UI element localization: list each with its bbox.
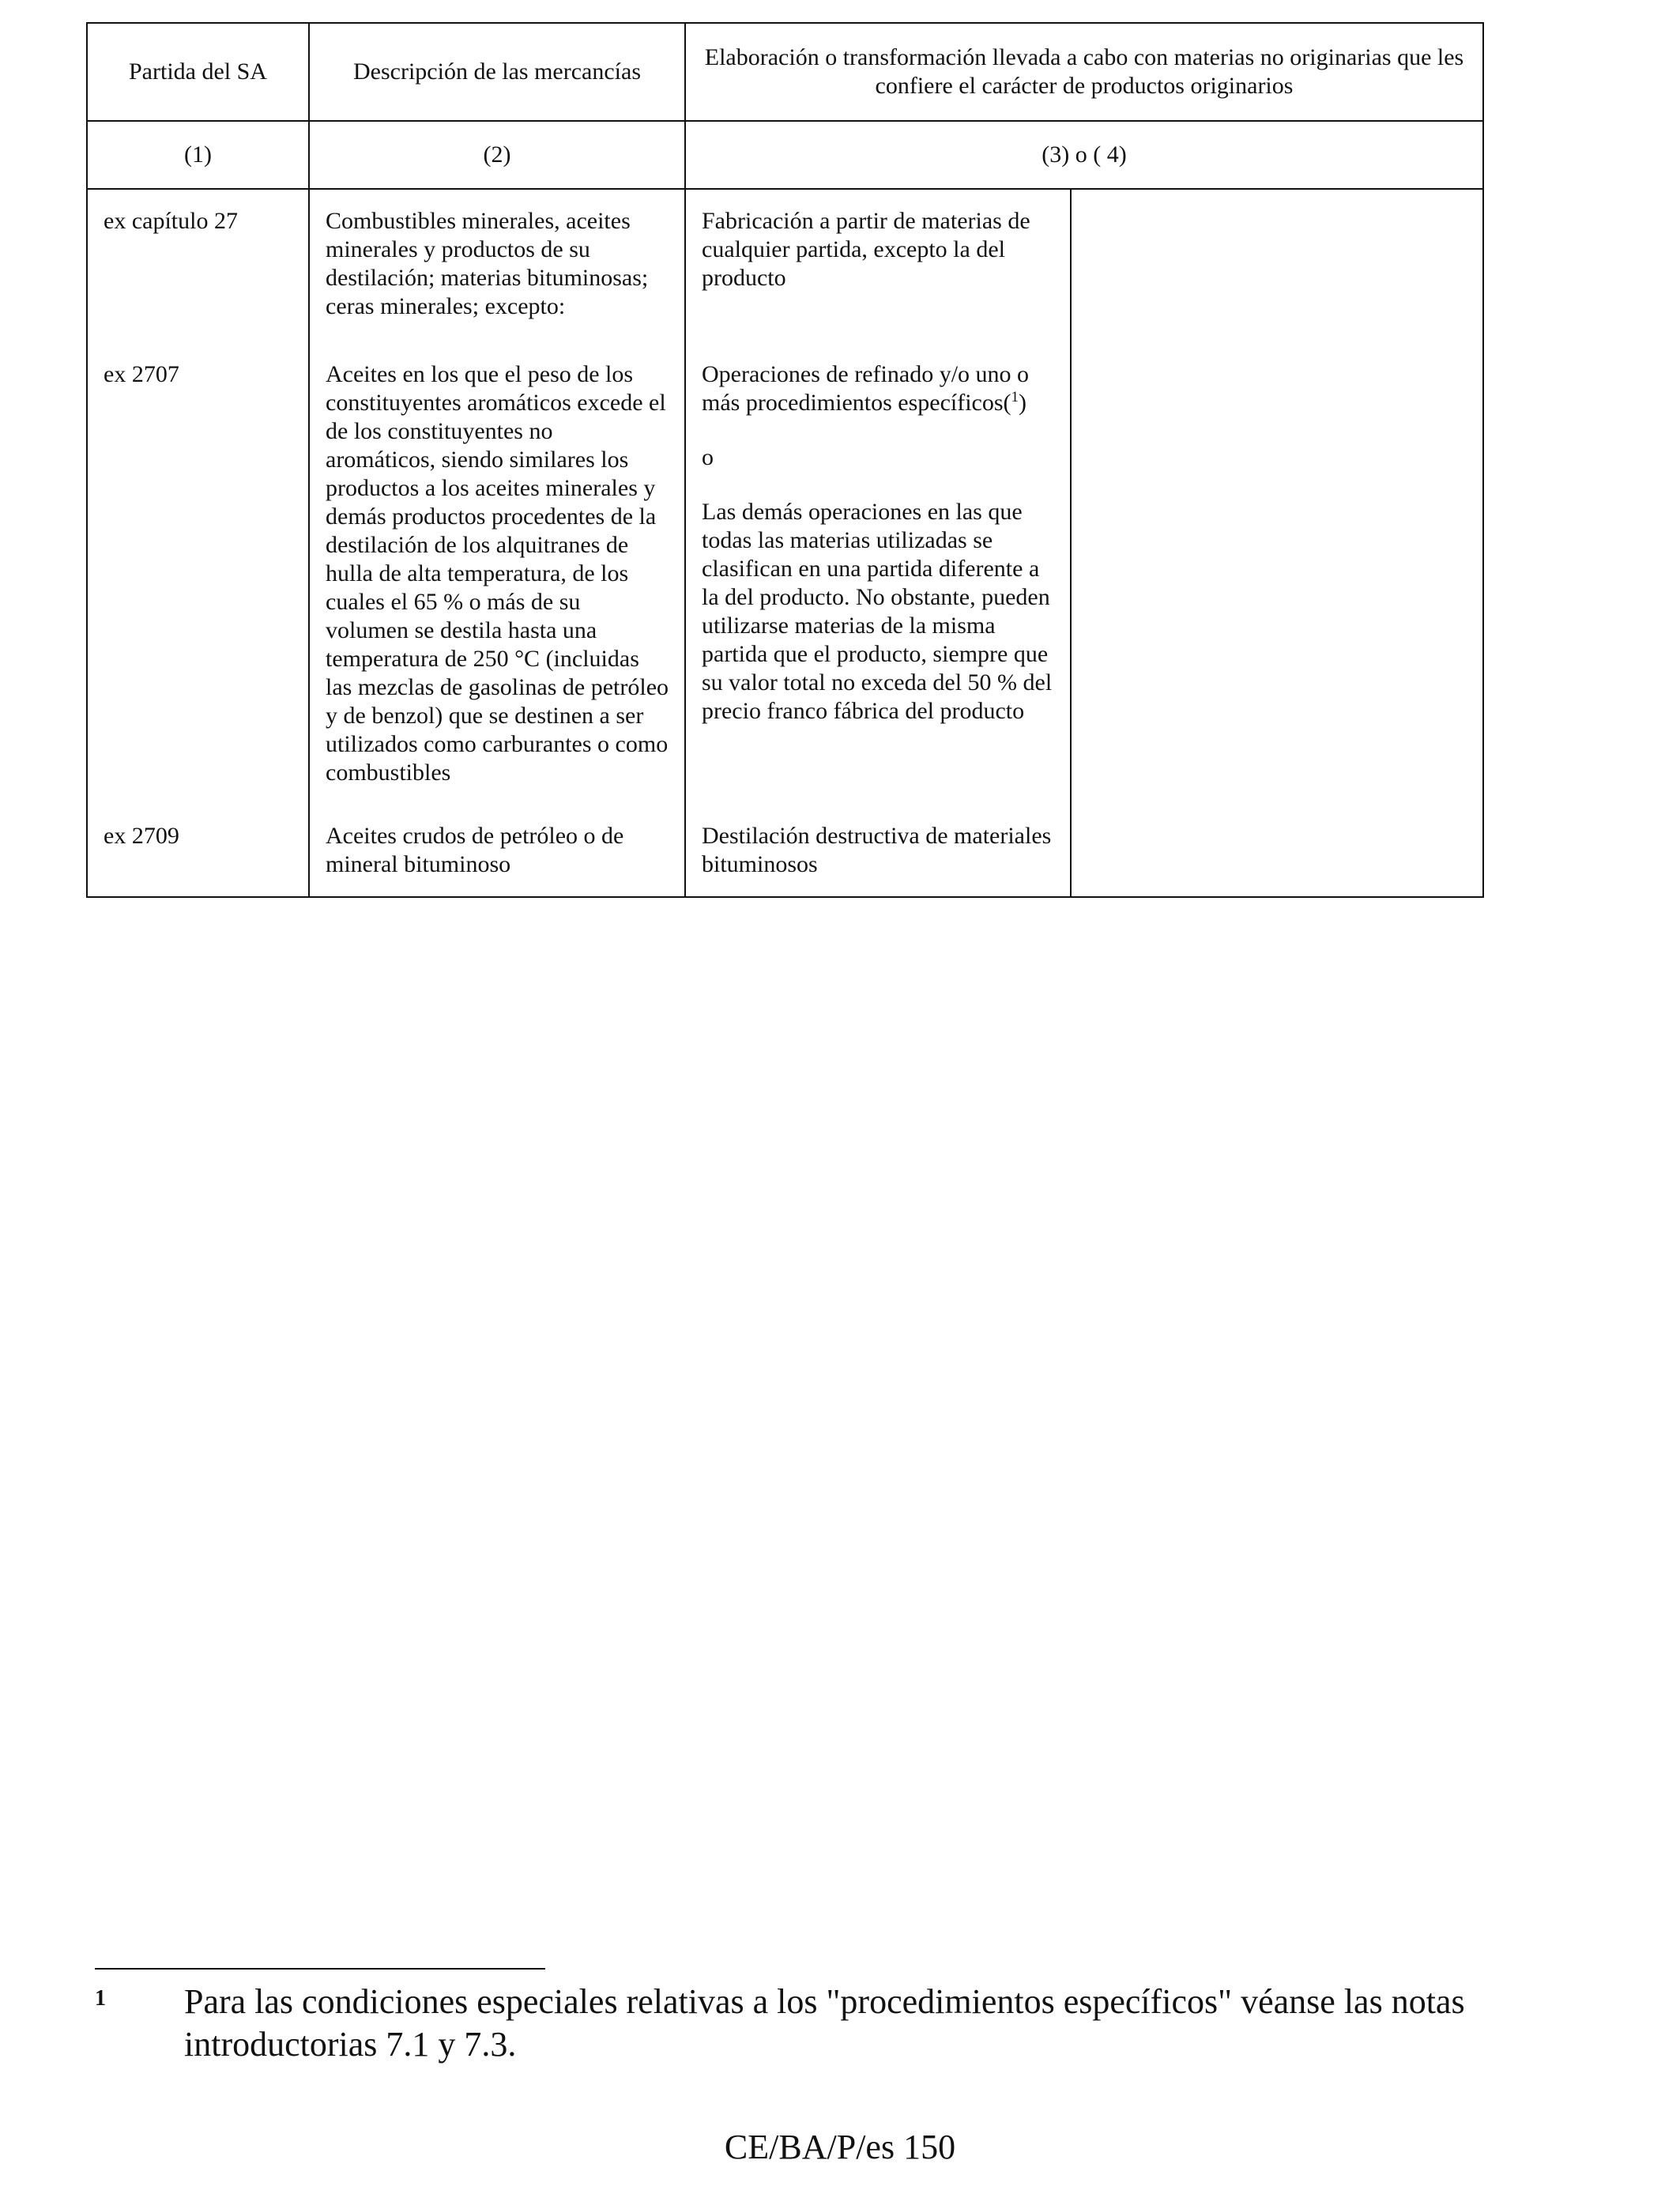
goods-description: Aceites crudos de petróleo o de mineral bituminoso [326,823,624,877]
rule-col3-cell [685,805,1071,897]
rule-col3-cell [685,189,1071,343]
processing-rule-text: Operaciones de refinado y/o uno o más procedimientos específicos( [702,361,1030,416]
goods-description: Combustibles minerales, aceites minerales y productos de su destilación; materias bituminosas; ceras minerales; excepto: [326,208,649,319]
header-description: Descripción de las mercancías [309,23,685,121]
origin-rules-table [86,22,1484,898]
page-reference: CE/BA/P/es 150 [724,2128,956,2166]
goods-description: Aceites en los que el peso de los constituyentes aromáticos excede el de los constituyentes no aromáticos, siendo similares los productos a los aceites minerales y demás productos procedentes de la destilación de los alquitranes de hulla de alta temperatura, de los cuales el 65 % o más de su volumen se destila hasta una temperatura de 250 °C (incluidas las mezclas de gasolinas de petróleo y de benzol) que se destinen a ser utilizados como carburantes o como combustibles [326,361,669,786]
rule-col3-cell [685,343,1071,805]
footnote-text: Para las condiciones especiales relativas a los "procedimientos específicos" véanse las notas introductorias 7.1 y 7.3. [184,1982,1465,2064]
processing-rule [702,360,1054,417]
table-number-row [87,121,1483,189]
table-row [87,189,1483,343]
processing-rule: Fabricación a partir de materias de cualquier partida, excepto la del producto [702,208,1030,291]
hs-code: ex capítulo 27 [104,208,238,234]
hs-code: ex 2709 [104,823,179,849]
processing-rule-close: ) [1019,390,1027,416]
footnote [95,1981,1588,2066]
column-number-1: (1) [87,121,309,189]
processing-rule-alt: Las demás operaciones en las que todas las materias utilizadas se clasifican en una partida diferente a la del producto. No obstante, pueden utilizarse materias de la misma partida que el producto, siempre que su valor total no exceda del 50 % del precio franco fábrica del producto [702,499,1053,724]
footnote-mark: 1 [95,1986,106,2011]
footnote-divider [95,1968,545,1970]
description-cell [309,189,685,343]
processing-rule: Destilación destructiva de materiales bituminosos [702,823,1052,877]
table-row [87,343,1483,805]
table-row [87,805,1483,897]
rule-col4-cell [1071,343,1483,805]
rule-col4-cell [1071,805,1483,897]
column-number-2: (2) [309,121,685,189]
footnote-ref: 1 [1011,389,1019,405]
rule-col4-cell [1071,189,1483,343]
hs-code-cell [87,805,309,897]
hs-code-cell [87,343,309,805]
hs-code-cell [87,189,309,343]
description-cell [309,805,685,897]
hs-code: ex 2707 [104,361,179,387]
column-number-3-4: (3) o ( 4) [685,121,1483,189]
description-cell [309,343,685,805]
table-header-row [87,23,1483,121]
or-separator: o [702,444,714,470]
header-hs-heading: Partida del SA [87,23,309,121]
header-processing: Elaboración o transformación llevada a cabo con materias no originarias que les confiere el carácter de productos originarios [685,23,1483,121]
